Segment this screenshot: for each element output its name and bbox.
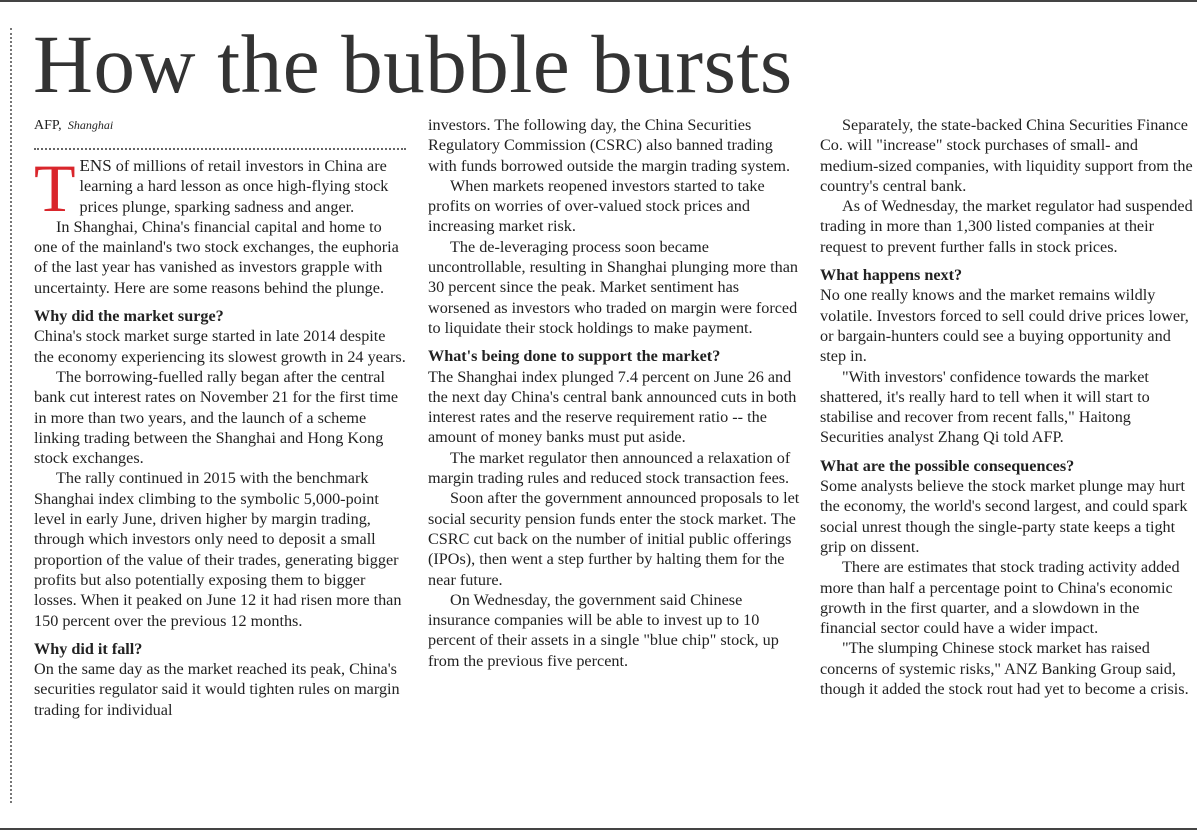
paragraph: When markets reopened investors started to take profits on worries of over-valued stock prices and increasing market risk. [428, 176, 765, 236]
paragraph: investors. The following day, the China Securities Regulatory Commission (CSRC) also banned trading with funds borrowed outside the margin trading system. [428, 116, 791, 175]
subheading-support-market: What's being done to support the market? [428, 347, 721, 366]
paragraph: The borrowing-fuelled rally began after the central bank cut interest rates on November 21 for the first time in more than two years, and the launch of a scheme linking trading between the Shanghai and Hong Kong stock exchanges. [34, 367, 399, 468]
paragraph: No one really knows and the market remains wildly volatile. Investors forced to sell could drive prices lower, or bargain-hunters could see a buying opportunity and step in. [820, 286, 1189, 366]
paragraph: Separately, the state-backed China Securities Finance Co. will "increase" stock purchases of small- and medium-sized companies, with liquidity support from the country's central bank. [820, 116, 1193, 195]
paragraph: "With investors' confidence towards the market shattered, it's really hard to tell when it will start to stabilise and recover from recent falls," Haitong Securities analyst Zhang Qi told AFP. [820, 367, 1150, 447]
paragraph: On Wednesday, the government said Chinese insurance companies will be able to invest up to 10 percent of their assets in a single "blue chip" stock, up from the previous five percent. [428, 590, 779, 670]
article-column-2 [428, 115, 802, 671]
article-column-3 [820, 115, 1194, 699]
dotted-margin-rule [10, 28, 12, 803]
byline-divider [34, 148, 406, 150]
paragraph: "The slumping Chinese stock market has raised concerns of systemic risks," ANZ Banking Group said, though it added the stock rout had yet to become a crisis. [820, 639, 1189, 699]
paragraph: China's stock market surge started in late 2014 despite the economy experiencing its slowest growth in 24 years. [34, 327, 406, 366]
byline-agency: AFP, [34, 118, 62, 133]
paragraph: In Shanghai, China's financial capital and home to one of the mainland's two stock exchanges, the euphoria of the last year has vanished as investors grapple with uncertainty. Here are some reasons behind the plunge. [34, 217, 399, 297]
paragraph: Soon after the government announced proposals to let social security pension funds enter the stock market. The CSRC cut back on the number of initial public offerings (IPOs), then went a step further by halting them for the near future. [428, 489, 800, 589]
lead-paragraph [34, 156, 406, 226]
byline-place: Shanghai [67, 118, 114, 132]
subheading-consequences: What are the possible consequences? [820, 456, 1075, 475]
lead-caps: ENS [79, 156, 112, 175]
byline [34, 117, 113, 134]
subheading-market-surge: Why did the market surge? [34, 307, 224, 326]
paragraph: Some analysts believe the stock market plunge may hurt the economy, the world's second largest, and could spark social unrest though the single-party state keeps a tight grip on dissent. [820, 477, 1188, 556]
drop-cap: T [34, 156, 76, 226]
paragraph: There are estimates that stock trading activity added more than half a percentage point to China's economic growth in the first quarter, and a slowdown in the financial sector could have a wider impact. [820, 558, 1180, 638]
paragraph: The Shanghai index plunged 7.4 percent on June 26 and the next day China's central bank announced cuts in both interest rates and the reserve requirement ratio -- the amount of money banks must put aside. [428, 367, 797, 447]
paragraph: The de-leveraging process soon became uncontrollable, resulting in Shanghai plunging more than 30 percent since the peak. Market sentiment has worsened as investors who traded on margin were forced to liquidate their stock holdings to make payment. [428, 237, 798, 337]
paragraph: The market regulator then announced a relaxation of margin trading rules and reduced stock transaction fees. [428, 448, 791, 488]
paragraph: As of Wednesday, the market regulator had suspended trading in more than 1,300 listed companies at their request to prevent further falls in stock prices. [820, 197, 1193, 256]
top-rule [0, 0, 1197, 2]
subheading-what-next: What happens next? [820, 266, 963, 285]
subheading-why-fall: Why did it fall? [34, 639, 143, 658]
headline: How the bubble bursts [33, 18, 793, 110]
lead-text: of millions of retail investors in China are learning a hard lesson as once high-flying stock prices plunge, sparking sadness and anger. [79, 157, 389, 216]
paragraph: The rally continued in 2015 with the benchmark Shanghai index climbing to the symbolic 5,000-point level in early June, driven higher by margin trading, through which investors only need to deposit a small proportion of the value of their trades, generating bigger profits but also potentially exposing them to bigger losses. When it peaked on June 12 it had risen more than 150 percent over the previous 12 months. [34, 469, 402, 630]
paragraph: On the same day as the market reached its peak, China's securities regulator said it would tighten rules on margin trading for individual [34, 660, 400, 719]
article-column-1 [34, 156, 406, 720]
